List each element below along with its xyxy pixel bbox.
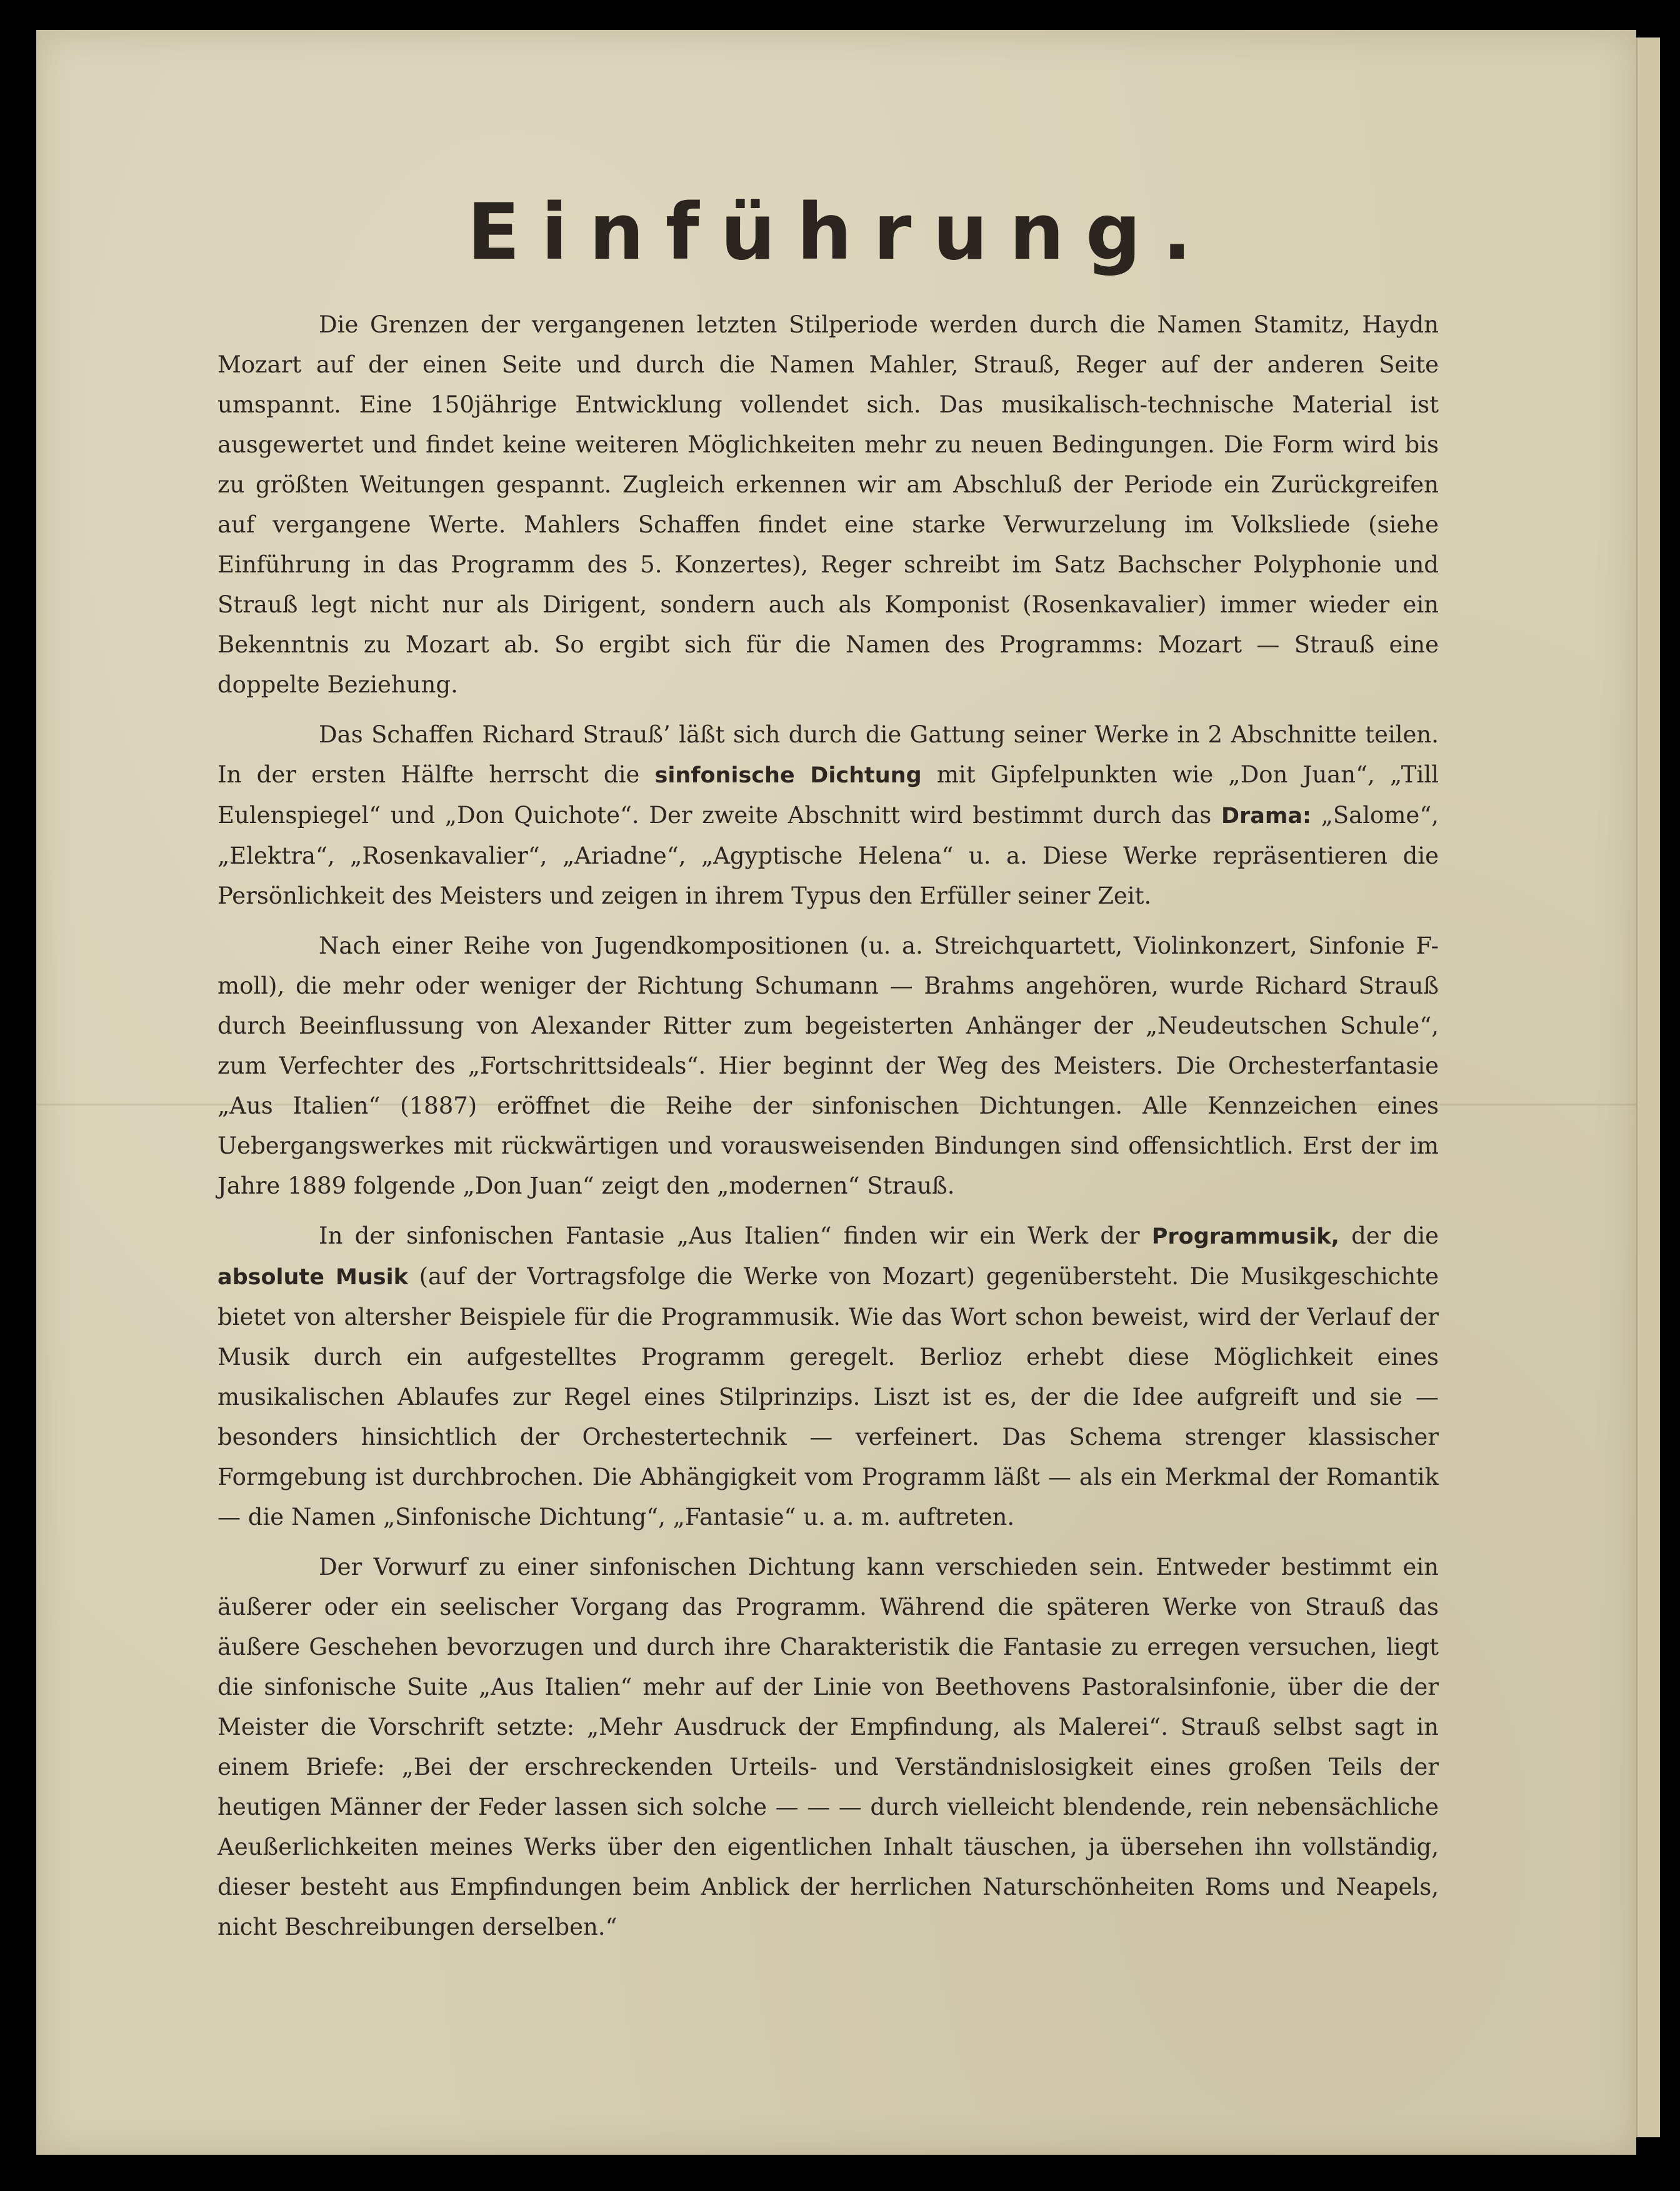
paragraph-4 [218, 1216, 1439, 1537]
paragraph-4-text-c: der die [1339, 1222, 1439, 1249]
paragraph-1: Die Grenzen der vergangenen letzten Stilperiode werden durch die Namen Stamitz, Haydn Mozart auf der einen Seite und durch die Namen Mahler, Strauß, Reger auf der anderen Seite umspannt. Eine 150jährige Entwicklung vollendet sich. Das musikalisch-technische Material ist ausgewertet und findet keine weiteren Möglichkeiten mehr zu neuen Bedingungen. Die Form wird bis zu größten Weitungen gespannt. Zugleich erkennen wir am Abschluß der Periode ein Zurückgreifen auf vergangene Werte. Mahlers Schaffen findet eine starke Verwurzelung im Volksliede (siehe Einführung in das Programm des 5. Konzertes), Reger schreibt im Satz Bachscher Polyphonie und Strauß legt nicht nur als Dirigent, sondern auch als Komponist (Rosenkavalier) immer wieder ein Bekenntnis zu Mozart ab. So ergibt sich für die Namen des Programms: Mozart — Strauß eine doppelte Beziehung. [218, 311, 1439, 698]
paragraph-4-emphasis-programmusik: Programmusik, [1151, 1224, 1339, 1249]
paragraph-2-text-c: mit Gipfelpunkten wie „Don Juan“, „Till Eulenspiegel“ und „Don Quichote“. Der zweite Abschnitt wird bestimmt durch das [218, 761, 1439, 829]
paragraph-3: Nach einer Reihe von Jugendkompositionen (u. a. Streichquartett, Violinkonzert, Sinfonie F-moll), die mehr oder weniger der Richtung Schumann — Brahms angehören, wurde Richard Strauß durch Beeinflussung von Alexander Ritter zum begeisterten Anhänger der „Neudeutschen Schule“, zum Verfechter des „Fortschrittsideals“. Hier beginnt der Weg des Meisters. Die Orchesterfantasie „Aus Italien“ (1887) eröffnet die Reihe der sinfonischen Dichtungen. Alle Kennzeichen eines Uebergangswerkes mit rückwärtigen und vorausweisenden Bindungen sind offensichtlich. Erst der im Jahre 1889 folgende „Don Juan“ zeigt den „modernen“ Strauß. [218, 932, 1439, 1199]
paragraph-5: Der Vorwurf zu einer sinfonischen Dichtung kann verschieden sein. Entweder bestimmt ein äußerer oder ein seelischer Vorgang das Programm. Während die späteren Werke von Strauß das äußere Geschehen bevorzugen und durch ihre Charakteristik die Fantasie zu erregen versuchen, liegt die sinfonische Suite „Aus Italien“ mehr auf der Linie von Beethovens Pastoralsinfonie, über die der Meister die Vorschrift setzte: „Mehr Ausdruck der Empfindung, als Malerei“. Strauß selbst sagt in einem Briefe: „Bei der erschreckenden Urteils- und Verständnislosigkeit eines großen Teils der heutigen Männer der Feder lassen sich solche — — — durch vielleicht blendende, rein nebensächliche Aeußerlichkeiten meines Werks über den eigentlichen Inhalt täuschen, ja übersehen ihn vollständig, dieser besteht aus Empfindungen beim Anblick der herrlichen Naturschönheiten Roms und Neapels, nicht Beschreibungen derselben.“ [218, 1554, 1439, 1940]
paragraph-4-text-d: (auf der Vortragsfolge die Werke von Mozart) gegenübersteht. Die Musikgeschichte bietet von altersher Beispiele für die Programmusik. Wie das Wort schon beweist, wird der Verlauf der Musik durch ein aufgestelltes Programm geregelt. Berlioz erhebt diese Möglichkeit eines musikalischen Ablaufes zur Regel eines Stilprinzips. Liszt ist es, der die Idee aufgreift und sie — besonders hinsichtlich der Orchestertechnik — verfeinert. Das Schema strenger klassischer Formgebung ist durchbrochen. Die Abhängigkeit vom Programm läßt — als ein Merkmal der Romantik — die Namen „Sinfonische Dichtung“, „Fantasie“ u. a. m. auftreten. [218, 1263, 1439, 1530]
body-text [218, 305, 1439, 1957]
paper-edge [1636, 37, 1660, 2137]
paragraph-2-text-a: Das Schaffen Richard Strauß’ läßt sich durch die Gattung seiner Werke in 2 Abschnitte teilen. In der ersten Hälfte herrscht die [218, 721, 1439, 788]
paragraph-2 [218, 715, 1439, 916]
paragraph-2-text-d: „Salome“, „Elektra“, „Rosenkavalier“, „Ariadne“, „Agyptische Helena“ u. a. Diese Werke repräsentieren die Persönlichkeit des Meisters und zeigen in ihrem Typus den Erfüller seiner Zeit. [218, 802, 1439, 909]
paragraph-2-emphasis-sinfonische-dichtung: sinfonische Dichtung [654, 763, 922, 788]
paragraph-4-emphasis-absolute-musik: absolute Musik [218, 1265, 408, 1290]
paragraph-4-text-a: In der sinfonischen Fantasie „Aus Italien“ finden wir ein Werk der [319, 1222, 1152, 1249]
paragraph-2-emphasis-drama: Drama: [1221, 804, 1311, 829]
page-title: Einführung. [467, 187, 1213, 277]
